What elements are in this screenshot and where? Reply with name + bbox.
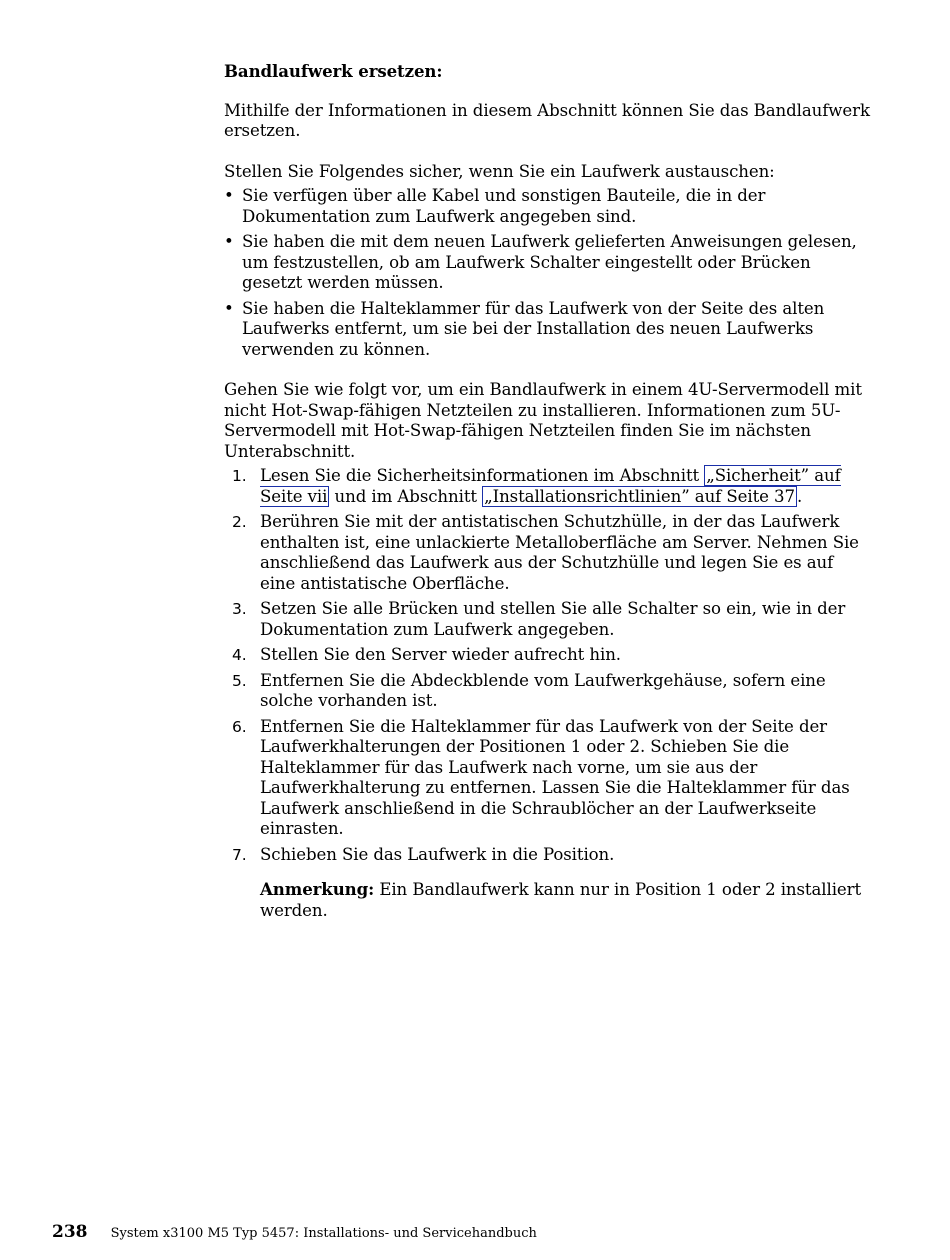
step-number: 3. (232, 600, 247, 618)
document-body (224, 58, 872, 921)
step-text: . (796, 486, 803, 506)
step-text: Schieben Sie das Laufwerk in die Position. (260, 844, 615, 864)
list-item-text: Sie haben die Halteklammer für das Laufwerk von der Seite des alten Laufwerks entfernt, um sie bei der Installation des neuen Laufwerks verwenden zu können. (242, 298, 825, 359)
step-4 (224, 645, 872, 666)
page-number: 238 (52, 1222, 88, 1242)
footer-title: System x3100 M5 Typ 5457: Installations- und Servicehandbuch (110, 1226, 537, 1241)
list-item (224, 232, 872, 294)
list-item (224, 186, 872, 227)
step-7 (224, 845, 872, 866)
bullet-icon: • (224, 232, 234, 251)
installation-guidelines-link[interactable]: „Installationsrichtlinien” auf Seite 37 (484, 486, 795, 506)
step-text: Entfernen Sie die Abdeckblende vom Laufwerkgehäuse, sofern eine solche vorhanden ist. (260, 670, 826, 710)
procedure-intro: Gehen Sie wie folgt vor, um ein Bandlaufwerk in einem 4U-Servermodell mit nicht Hot-Swap-fähigen Netzteilen zu installieren. Informationen zum 5U-Servermodell mit Hot-Swap-fähigen Netzteilen finden Sie im nächsten Unterabschnitt. (224, 380, 862, 461)
step-number: 6. (232, 717, 247, 736)
step-number: 2. (232, 513, 247, 531)
note-label: Anmerkung: (260, 879, 375, 899)
procedure-steps (224, 466, 872, 865)
prerequisites-list (224, 186, 872, 360)
step-text: Lesen Sie die Sicherheitsinformationen im Abschnitt (260, 466, 705, 485)
list-item-text: Sie haben die mit dem neuen Laufwerk gelieferten Anweisungen gelesen, um festzustellen, ob am Laufwerk Schalter eingestellt oder Brücken gesetzt werden müssen. (242, 232, 857, 292)
prerequisites-intro: Stellen Sie Folgendes sicher, wenn Sie ein Laufwerk austauschen: (224, 161, 775, 181)
step-number: 7. (232, 845, 247, 864)
step-text: Entfernen Sie die Halteklammer für das Laufwerk von der Seite der Laufwerkhalterungen der Positionen 1 oder 2. Schieben Sie die Halteklammer für das Laufwerk nach vorne, um sie aus der Laufwerkhalterung zu entfernen. Lassen Sie die Halteklammer für das Laufwerk anschließend in die Schraublöcher an der Laufwerkseite einrasten. (260, 716, 850, 838)
step-5 (224, 671, 872, 712)
section-heading: Bandlaufwerk ersetzen: (224, 61, 443, 81)
step-1 (224, 466, 872, 507)
list-item-text: Sie verfügen über alle Kabel und sonstigen Bauteile, die in der Dokumentation zum Laufwerk angegeben sind. (242, 186, 766, 226)
step-number: 1. (232, 467, 247, 485)
intro-paragraph: Mithilfe der Informationen in diesem Abschnitt können Sie das Bandlaufwerk ersetzen. (224, 100, 870, 140)
note-text: Ein Bandlaufwerk kann nur in Position 1 oder 2 installiert werden. (260, 880, 862, 920)
step-text: und im Abschnitt (329, 486, 483, 506)
bullet-icon: • (224, 298, 234, 318)
step-text: Stellen Sie den Server wieder aufrecht hin. (260, 645, 621, 664)
safety-link[interactable]: „Sicherheit” auf Seite vii (260, 466, 841, 506)
bullet-icon: • (224, 186, 234, 205)
step-number: 4. (232, 646, 247, 664)
step-3 (224, 599, 872, 640)
step-6 (224, 717, 872, 840)
page-footer (52, 1222, 537, 1242)
list-item (224, 299, 872, 361)
step-text: Setzen Sie alle Brücken und stellen Sie alle Schalter so ein, wie in der Dokumentation zum Laufwerk angegeben. (260, 599, 846, 639)
note (260, 879, 872, 921)
step-2 (224, 512, 872, 594)
step-text: Berühren Sie mit der antistatischen Schutzhülle, in der das Laufwerk enthalten ist, eine unlackierte Metalloberfläche am Server. Nehmen Sie anschließend das Laufwerk aus der Schutzhülle und legen Sie es auf eine antistatische Oberfläche. (260, 512, 859, 593)
step-number: 5. (232, 671, 247, 690)
